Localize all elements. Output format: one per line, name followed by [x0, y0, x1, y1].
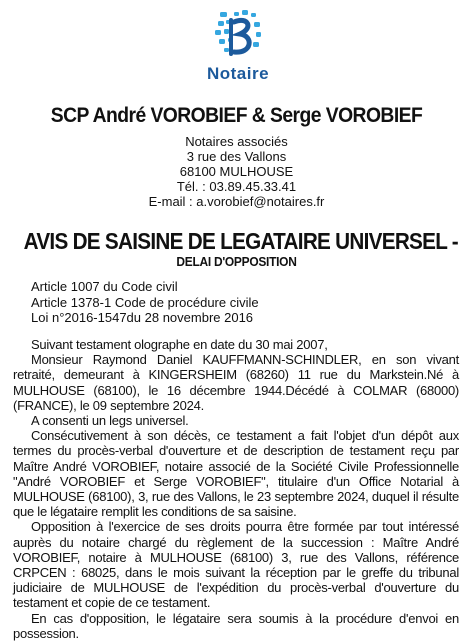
firm-name: SCP André VOROBIEF & Serge VOROBIEF [50, 104, 423, 127]
body-paragraph: A consenti un legs universel. [31, 413, 189, 429]
body-paragraph: Consécutivement à son décès, ce testament a fait l'objet d'un dépôt aux termes du procès-verbal d'ouverture et de description de testament reçu par Maître André VOROBIEF, notaire associé de la Société Civile Professionnelle "André VOROBIEF et Serge VOROBIEF", titulaire d'un Office Notarial à MULHOUSE (68100), 3, rue des Vallons, le 23 septembre 2024, duquel il résulte que le légataire remplit les conditions de sa saisine. [13, 428, 459, 520]
contact-line-street: 3 rue des Vallons [186, 149, 287, 164]
body-paragraph: Opposition à l'exercice de ses droits pourra être formée par tout intéressé auprès du notaire chargé du règlement de la succession : Maître André VOROBIEF, notaire à MULHOUSE (68100) 3, rue des Vallons, référence CRPCEN : 68025, dans le mois suivant la réception par le greffe du tribunal judiciaire de MULHOUSE de l'expédition du procès-verbal d'ouverture du testament et copie de ce testament. [13, 519, 459, 611]
contact-line-title: Notaires associés [185, 134, 288, 149]
logo-label: Notaire [206, 64, 270, 83]
reference-line: Loi n°2016-1547du 28 novembre 2016 [31, 310, 254, 325]
legal-references [31, 279, 259, 326]
reference-line: Article 1007 du Code civil [31, 279, 178, 294]
notice-body [13, 337, 459, 641]
reference-line: Article 1378-1 Code de procédure civile [31, 294, 259, 310]
contact-line-city: 68100 MULHOUSE [179, 164, 294, 179]
notice-subtitle: DELAI D'OPPOSITION [176, 254, 297, 269]
body-paragraph: Monsieur Raymond Daniel KAUFFMANN-SCHINDLER, en son vivant retraité, demeurant à KINGERSHEIM (68260) 11 rue du Markstein.Né à MULHOUSE (68100), le 16 décembre 1944.Décédé à COLMAR (68000) (FRANCE), le 09 septembre 2024. [13, 352, 459, 413]
notaire-emblem-icon [210, 8, 266, 64]
notaire-logo [196, 8, 280, 88]
firm-contact-block [0, 134, 473, 209]
body-paragraph: Suivant testament olographe en date du 30 mai 2007, [31, 337, 328, 352]
notice-title: AVIS DE SAISINE DE LEGATAIRE UNIVERSEL - [23, 228, 458, 254]
contact-line-phone: Tél. : 03.89.45.33.41 [176, 179, 297, 194]
body-paragraph: En cas d'opposition, le légataire sera soumis à la procédure d'envoi en possession. [13, 610, 459, 641]
contact-line-email: E-mail : a.vorobief@notaires.fr [148, 194, 325, 209]
